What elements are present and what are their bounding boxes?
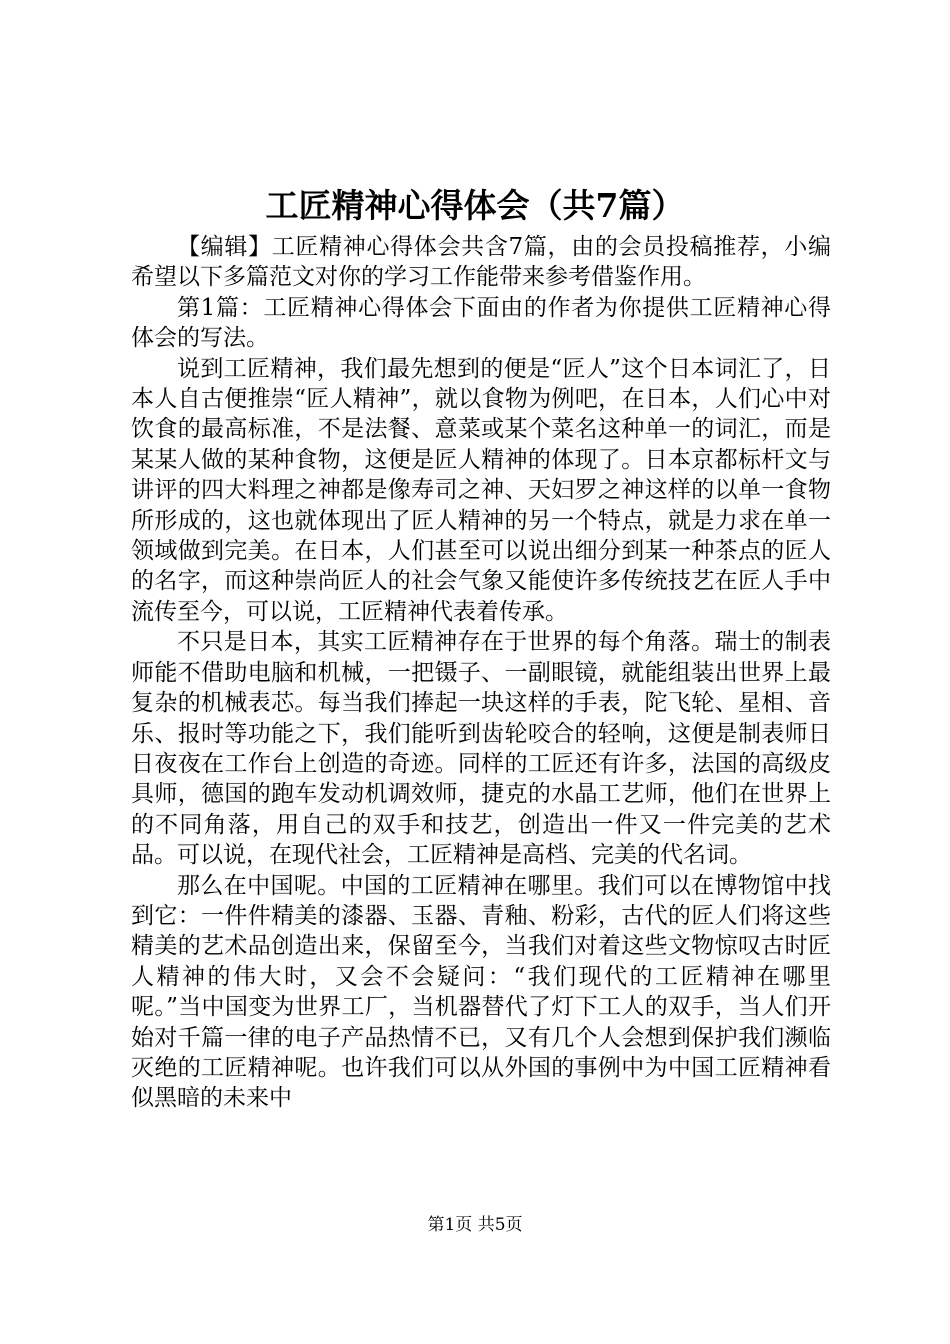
paragraph-world: 不只是日本，其实工匠精神存在于世界的每个角落。瑞士的制表师能不借助电脑和机械，一把镊子、一副眼镜，就能组装出世界上最复杂的机械表芯。每当我们捧起一块这样的手表，陀飞轮、星相、音乐、报时等功能之下，我们能听到齿轮咬合的轻响，这便是制表师日日夜夜在工作台上创造的奇迹。同样的工匠还有许多，法国的高级皮具师，德国的跑车发动机调效师，捷克的水晶工艺师，他们在世界上的不同角落，用自己的双手和技艺，创造出一件又一件完美的艺术品。可以说，在现代社会，工匠精神是高档、完美的代名词。 bbox=[131, 629, 831, 869]
page-number-footer: 第1页 共5页 bbox=[427, 1215, 523, 1235]
paragraph-japan: 说到工匠精神，我们最先想到的便是“匠人”这个日本词汇了，日本人自古便推崇“匠人精神”，就以食物为例吧，在日本，人们心中对饮食的最高标准，不是法餐、意菜或某个菜名这种单一的词汇，而是某某人做的某种食物，这便是匠人精神的体现了。日本京都标杆文与讲评的四大料理之神都是像寿司之神、天妇罗之神这样的以单一食物所形成的，这也就体现出了匠人精神的另一个特点，就是力求在单一领域做到完美。在日本，人们甚至可以说出细分到某一种茶点的匠人的名字，而这种崇尚匠人的社会气象又能使许多传统技艺在匠人手中流传至今，可以说，工匠精神代表着传承。 bbox=[131, 355, 831, 625]
paragraph-china: 那么在中国呢。中国的工匠精神在哪里。我们可以在博物馆中找到它：一件件精美的漆器、玉器、青釉、粉彩，古代的匠人们将这些精美的艺术品创造出来，保留至今，当我们对着这些文物惊叹古时匠人精神的伟大时，又会不会疑问：“我们现代的工匠精神在哪里呢。”当中国变为世界工厂，当机器替代了灯下工人的双手，当人们开始对千篇一律的电子产品热情不已，又有几个人会想到保护我们濒临灭绝的工匠精神呢。也许我们可以从外国的事例中为中国工匠精神看似黑暗的未来中 bbox=[131, 872, 831, 1112]
paragraph-editor-note: 【编辑】工匠精神心得体会共含7篇，由的会员投稿推荐，小编希望以下多篇范文对你的学习工作能带来参考借鉴作用。 bbox=[131, 234, 831, 291]
paragraph-chapter-intro: 第1篇：工匠精神心得体会下面由的作者为你提供工匠精神心得体会的写法。 bbox=[131, 294, 831, 352]
document-body bbox=[131, 232, 831, 1114]
document-title: 工匠精神心得体会（共7篇） bbox=[265, 186, 685, 225]
